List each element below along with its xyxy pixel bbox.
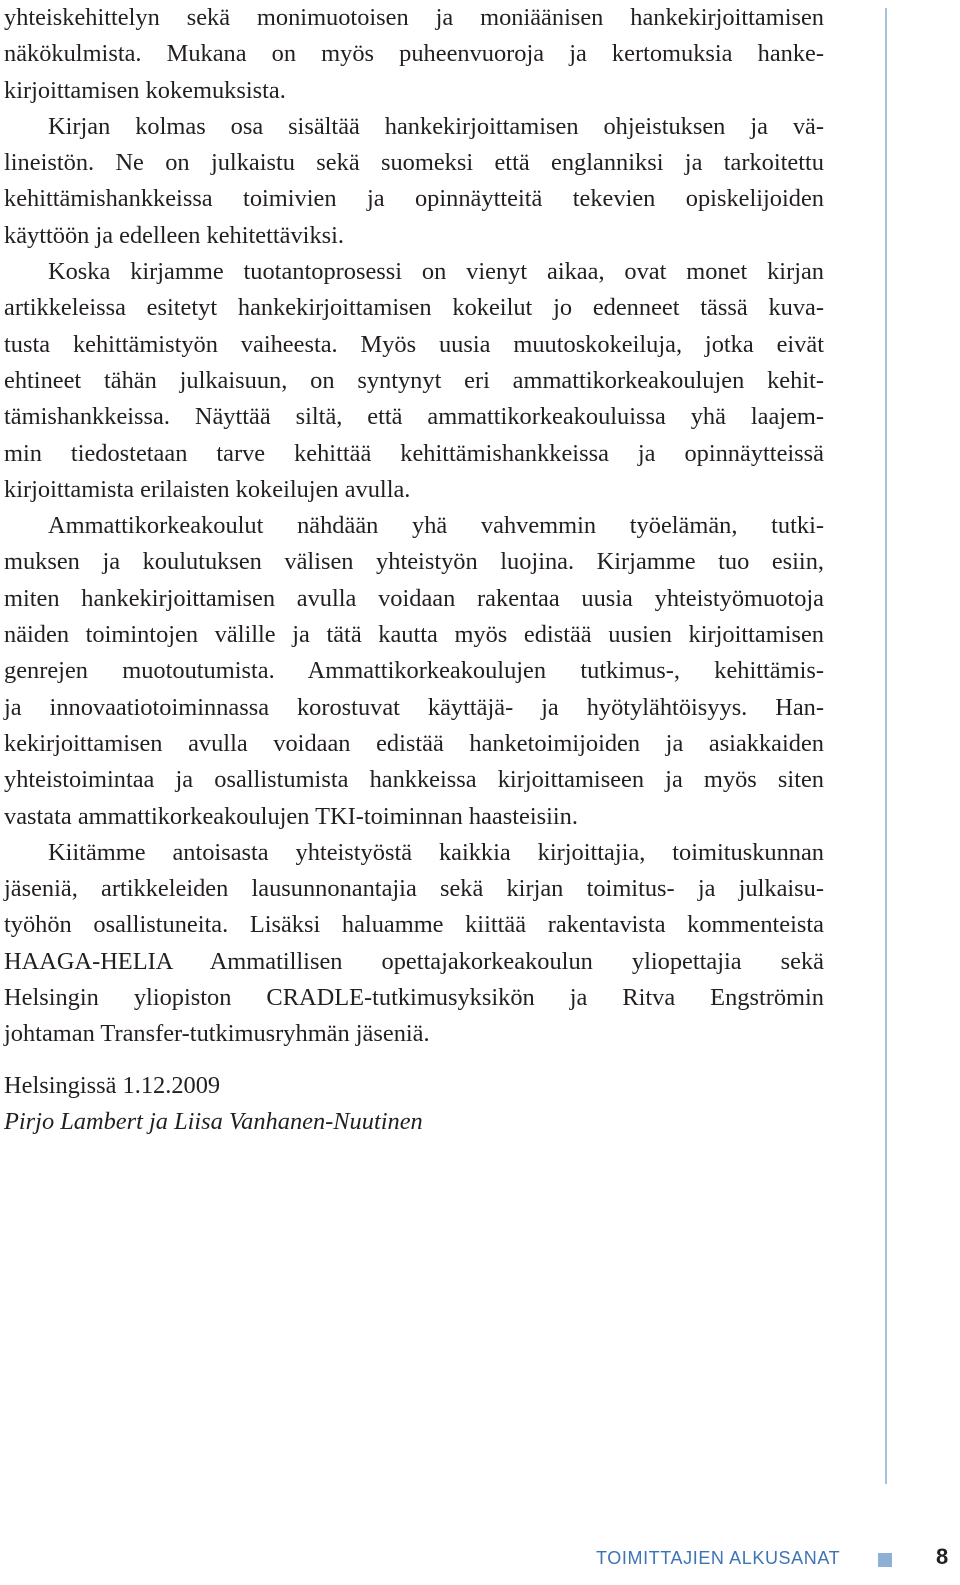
body-line: genrejen muotoutumista. Ammattikorkeakoulujen tutkimus-, kehittämis- [4,657,824,685]
body-line: yhteistoimintaa ja osallistumista hankkeissa kirjoittamiseen ja myös siten [4,766,824,794]
body-line: muksen ja koulutuksen välisen yhteistyön luojina. Kirjamme tuo esiin, [4,548,824,576]
body-line: miten hankekirjoittamisen avulla voidaan rakentaa uusia yhteistyömuotoja [4,584,824,612]
body-line: artikkeleissa esitetyt hankekirjoittamisen kokeilut jo edenneet tässä kuva- [4,294,824,322]
body-line: johtaman Transfer-tutkimusryhmän jäseniä. [4,1020,430,1048]
body-line: Ammattikorkeakoulut nähdään yhä vahvemmin työelämän, tutki- [48,512,824,540]
body-line: lineistön. Ne on julkaistu sekä suomeksi että englanniksi ja tarkoitettu [4,149,824,177]
paragraph-spacer [4,1053,824,1068]
body-line: Kiitämme antoisasta yhteistyöstä kaikkia kirjoittajia, toimituskunnan [48,838,824,866]
body-line: tämishankkeissa. Näyttää siltä, että ammattikorkeakouluissa yhä laajem- [4,403,824,431]
body-line: kirjoittamista erilaisten kokeilujen avulla. [4,475,411,503]
body-line: tusta kehittämistyön vaiheesta. Myös uusia muutoskokeiluja, jotka eivät [4,330,824,358]
body-line: työhön osallistuneita. Lisäksi haluamme kiittää rakentavista kommenteista [4,911,824,939]
body-line: ehtineet tähän julkaisuun, on syntynyt eri ammattikorkeakoulujen kehit- [4,366,824,394]
document-body [4,0,824,1140]
body-line: yhteiskehittelyn sekä monimuotoisen ja moniäänisen hankekirjoittamisen [4,4,824,31]
body-line: kekirjoittamisen avulla voidaan edistää hanketoimijoiden ja asiakkaiden [4,729,824,757]
margin-rule [885,8,887,1484]
body-line: vastata ammattikorkeakoulujen TKI-toiminnan haasteisiin. [4,802,578,830]
place-date: Helsingissä 1.12.2009 [4,1071,221,1099]
body-line: Kirjan kolmas osa sisältää hankekirjoittamisen ohjeistuksen ja vä- [48,112,824,140]
body-line: kirjoittamisen kokemuksista. [4,76,286,104]
body-line: HAAGA-HELIA Ammatillisen opettajakorkeakoulun yliopettajia sekä [4,947,824,975]
body-line: käyttöön ja edelleen kehitettäviksi. [4,221,345,249]
body-line: jäseniä, artikkeleiden lausunnonantajia sekä kirjan toimitus- ja julkaisu- [4,875,824,903]
body-line: ja innovaatiotoiminnassa korostuvat käyttäjä- ja hyötylähtöisyys. Han- [4,693,824,721]
footer-section-label: TOIMITTAJIEN ALKUSANAT [596,1548,841,1568]
body-line: näkökulmista. Mukana on myös puheenvuoroja ja kertomuksia hanke- [4,40,824,68]
body-line: min tiedostetaan tarve kehittää kehittämishankkeissa ja opinnäytteissä [4,439,824,467]
signature: Pirjo Lambert ja Liisa Vanhanen-Nuutinen [4,1107,423,1135]
body-line: kehittämishankkeissa toimivien ja opinnäytteitä tekevien opiskelijoiden [4,185,824,213]
body-line: Helsingin yliopiston CRADLE-tutkimusyksikön ja Ritva Engströmin [4,984,824,1012]
body-line: näiden toimintojen välille ja tätä kautta myös edistää uusien kirjoittamisen [4,621,824,649]
footer-square-icon [878,1553,892,1567]
body-line: Koska kirjamme tuotantoprosessi on vienyt aikaa, ovat monet kirjan [48,258,824,286]
page-number: 8 [936,1544,949,1569]
